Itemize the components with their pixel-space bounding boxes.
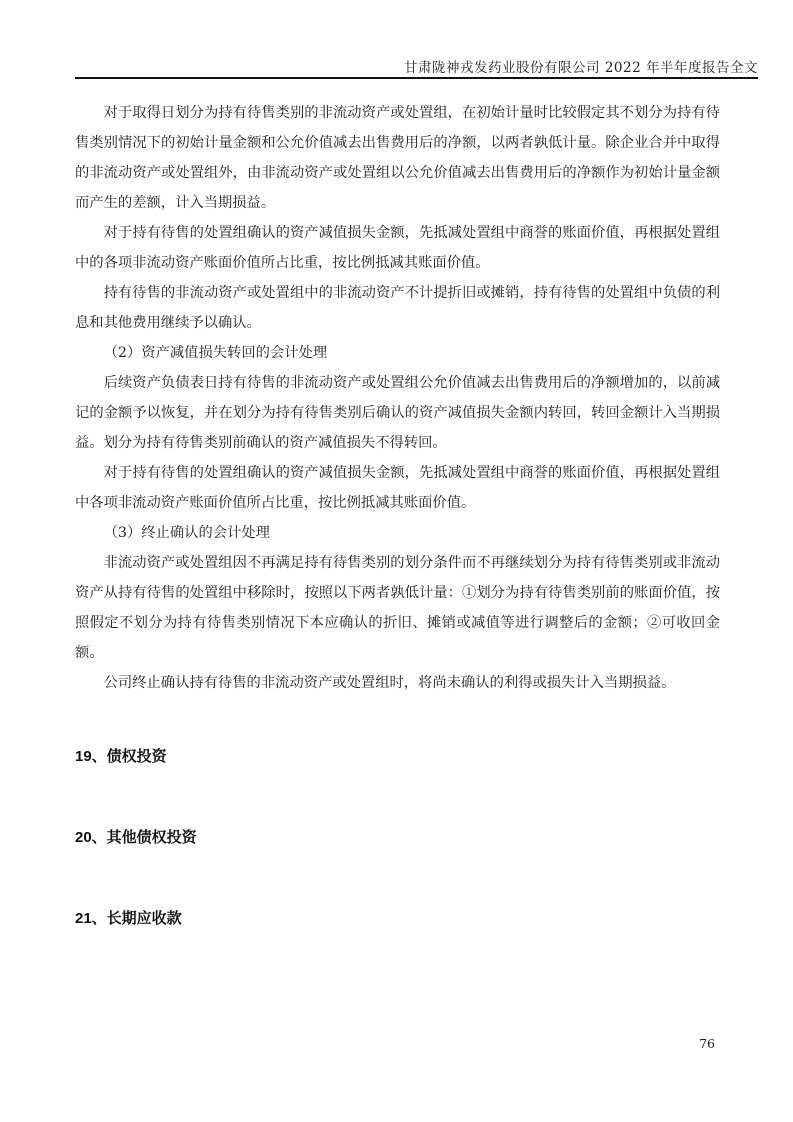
report-body [75, 98, 720, 928]
section-heading-debt-investments: 19、债权投资 [75, 748, 167, 765]
paragraph-reclassification-measurement: 非流动资产或处置组因不再满足持有待售类别的划分条件而不再继续划分为持有待售类别或非流动资产从持有待售的处置组中移除时，按照以下两者孰低计量：①划分为持有待售类别前的账面价值，按照假定不划分为持有待售类别情况下本应确认的折旧、摊销或减值等进行调整后的金额；②可收回金额。 [75, 555, 720, 661]
section-heading-other-debt-investments: 20、其他债权投资 [75, 829, 197, 846]
report-header-title: 甘肃陇神戎发药业股份有限公司 2022 年半年度报告全文 [404, 60, 758, 76]
paragraph-derecognition-gains: 公司终止确认持有待售的非流动资产或处置组时，将尚未确认的利得或损失计入当期损益。 [103, 675, 676, 691]
paragraph-no-depreciation: 持有待售的非流动资产或处置组中的非流动资产不计提折旧或摊销，持有待售的处置组中负债的利息和其他费用继续予以确认。 [75, 285, 720, 331]
paragraph-impairment-allocation: 对于持有待售的处置组确认的资产减值损失金额，先抵减处置组中商誉的账面价值，再根据处置组中的各项非流动资产账面价值所占比重，按比例抵减其账面价值。 [75, 225, 720, 271]
subheading-derecognition: （3）终止确认的会计处理 [103, 525, 270, 541]
section-heading-long-term-receivables: 21、长期应收款 [75, 910, 182, 927]
page-number: 76 [699, 1036, 715, 1051]
header-divider [75, 77, 758, 79]
subheading-impairment-reversal: （2）资产减值损失转回的会计处理 [103, 345, 328, 361]
paragraph-reversal-treatment: 后续资产负债表日持有待售的非流动资产或处置组公允价值减去出售费用后的净额增加的，以前减记的金额予以恢复，并在划分为持有待售类别后确认的资产减值损失金额内转回，转回金额计入当期损益。划分为持有待售类别前确认的资产减值损失不得转回。 [75, 375, 720, 451]
paragraph-initial-measurement: 对于取得日划分为持有待售类别的非流动资产或处置组，在初始计量时比较假定其不划分为持有待售类别情况下的初始计量金额和公允价值减去出售费用后的净额，以两者孰低计量。除企业合并中取得的非流动资产或处置组外，由非流动资产或处置组以公允价值减去出售费用后的净额作为初始计量金额而产生的差额，计入当期损益。 [75, 105, 720, 211]
paragraph-impairment-allocation-2: 对于持有待售的处置组确认的资产减值损失金额，先抵减处置组中商誉的账面价值，再根据处置组中各项非流动资产账面价值所占比重，按比例抵减其账面价值。 [75, 465, 720, 511]
